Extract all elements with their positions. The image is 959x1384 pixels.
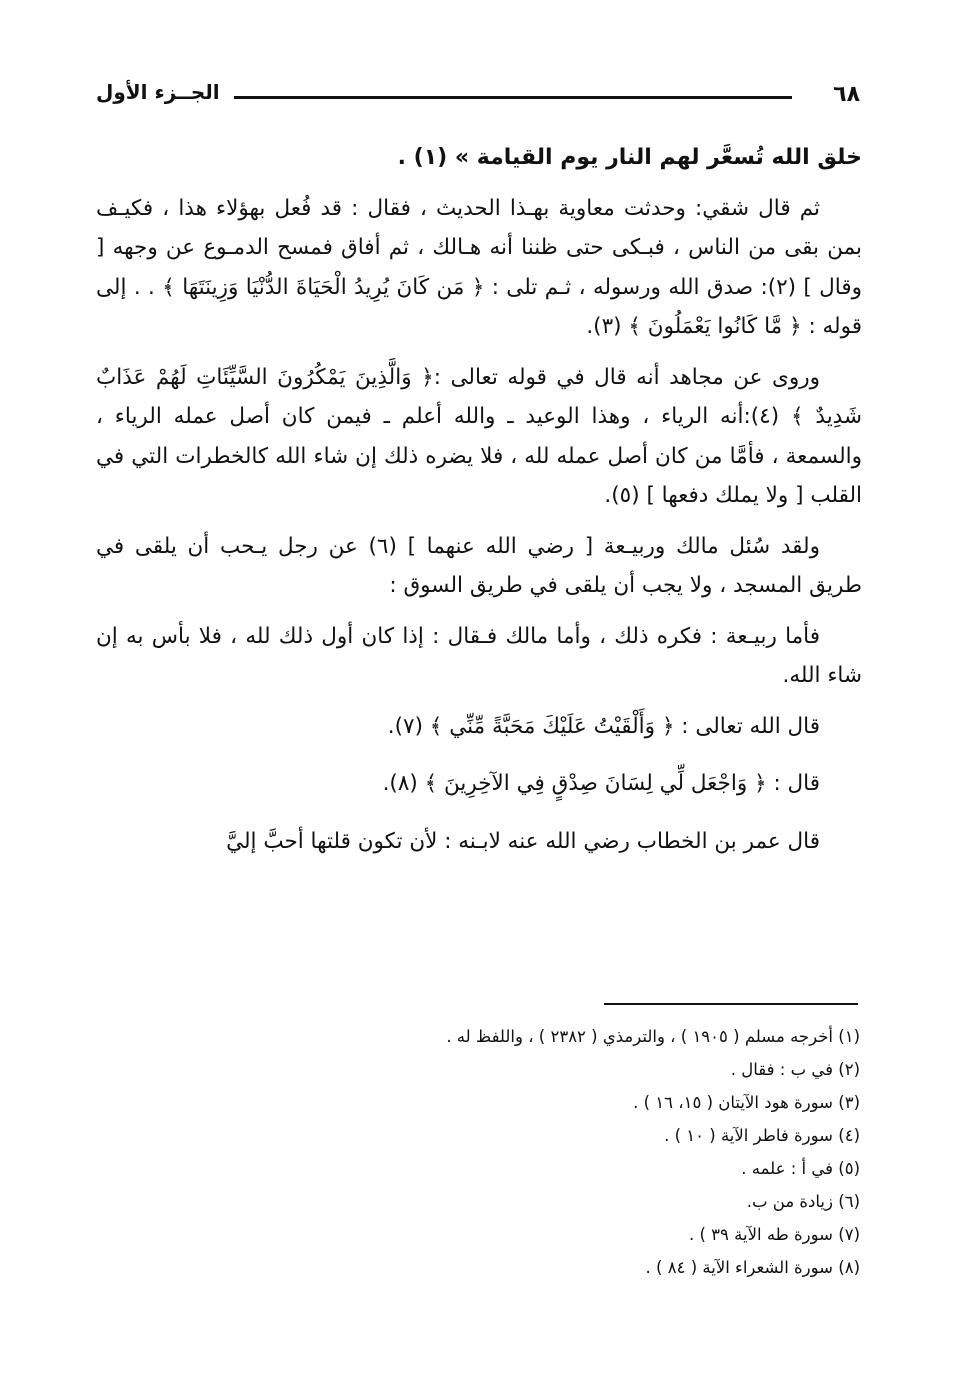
paragraph-6: قال الله تعالى : ﴿ وَأَلْقَيْتُ عَلَيْكَ مَحَبَّةً مِّنِّي ﴾ (٧).	[387, 713, 820, 739]
paragraph-2: ثم قال شقي: وحدثت معاوية بهـذا الحديث ، فقال : قد فُعل بهؤلاء هذا ، فكيـف بمن بقى من الناس ، فبـكى حتى ظننا أنه هـالك ، ثم أفاق فمسح الدمـوع عن وجهه [ وقال ] (٢): صدق الله ورسوله ، ثـم تلى : ﴿ مَن كَانَ يُرِيدُ الْحَيَاةَ الدُّنْيَا وَزِينَتَهَا ﴾ . . إلى قوله : ﴿ مَّا كَانُوا يَعْمَلُونَ ﴾ (٣).	[96, 195, 863, 339]
page-number: ٦٨	[833, 82, 860, 107]
footnote-4: (٤) سورة فاطر الآية ( ١٠ ) .	[664, 1126, 860, 1145]
footnote-3: (٣) سورة هود الآيتان ( ١٥، ١٦ ) .	[633, 1093, 860, 1112]
paragraph-8: قال عمر بن الخطاب رضي الله عنه لابـنه : لأن تكون قلتها أحبَّ إليَّ	[226, 828, 820, 854]
paragraph-4: ولقد سُئل مالك وربيـعة [ رضي الله عنهما ] (٦) عن رجل يـحب أن يلقى في طريق المسجد ، ولا يجب أن يلقى في طريق السوق :	[96, 533, 862, 598]
footnote-1: (١) أخرجه مسلم ( ١٩٠٥ ) ، والترمذي ( ٢٣٨٢ ) ، واللفظ له .	[446, 1027, 860, 1046]
paragraph-1: خلق الله تُسعَّر لهم النار يوم القيامة » (١) .	[397, 145, 862, 170]
page-header	[96, 78, 860, 118]
header-rule	[234, 96, 792, 99]
running-title: الجــزء الأول	[96, 80, 220, 104]
footnote-5: (٥) في أ : علمه .	[741, 1159, 860, 1178]
footnote-separator	[604, 1003, 858, 1005]
paragraph-7: قال : ﴿ وَاجْعَل لِّي لِسَانَ صِدْقٍ فِي الآخِرِينَ ﴾ (٨).	[382, 771, 820, 796]
paragraph-5: فأما ربيـعة : فكره ذلك ، وأما مالك فـقال : إذا كان أول ذلك لله ، فلا بأس به إن شاء الله.	[96, 623, 862, 688]
footnote-7: (٧) سورة طه الآية ٣٩ ) .	[688, 1225, 860, 1244]
footnote-2: (٢) في ب : فقال .	[730, 1060, 860, 1079]
footnote-6: (٦) زيادة من ب.	[746, 1192, 860, 1211]
footnotes	[280, 1020, 860, 1284]
main-text	[96, 138, 862, 872]
footnote-8: (٨) سورة الشعراء الآية ( ٨٤ ) .	[645, 1258, 860, 1277]
paragraph-3: وروى عن مجاهد أنه قال في قوله تعالى :﴿ وَالَّذِينَ يَمْكُرُونَ السَّيِّئَاتِ لَهُمْ عَذَابٌ شَدِيدٌ ﴾ (٤):أنه الرياء ، وهذا الوعيد ـ والله أعلم ـ فيمن كان أصل عمله الرياء ، والسمعة ، فأمَّا من كان أصل عمله لله ، فلا يضره ذلك إن شاء الله كالخطرات التي في القلب [ ولا يملك دفعها ] (٥).	[96, 364, 862, 508]
